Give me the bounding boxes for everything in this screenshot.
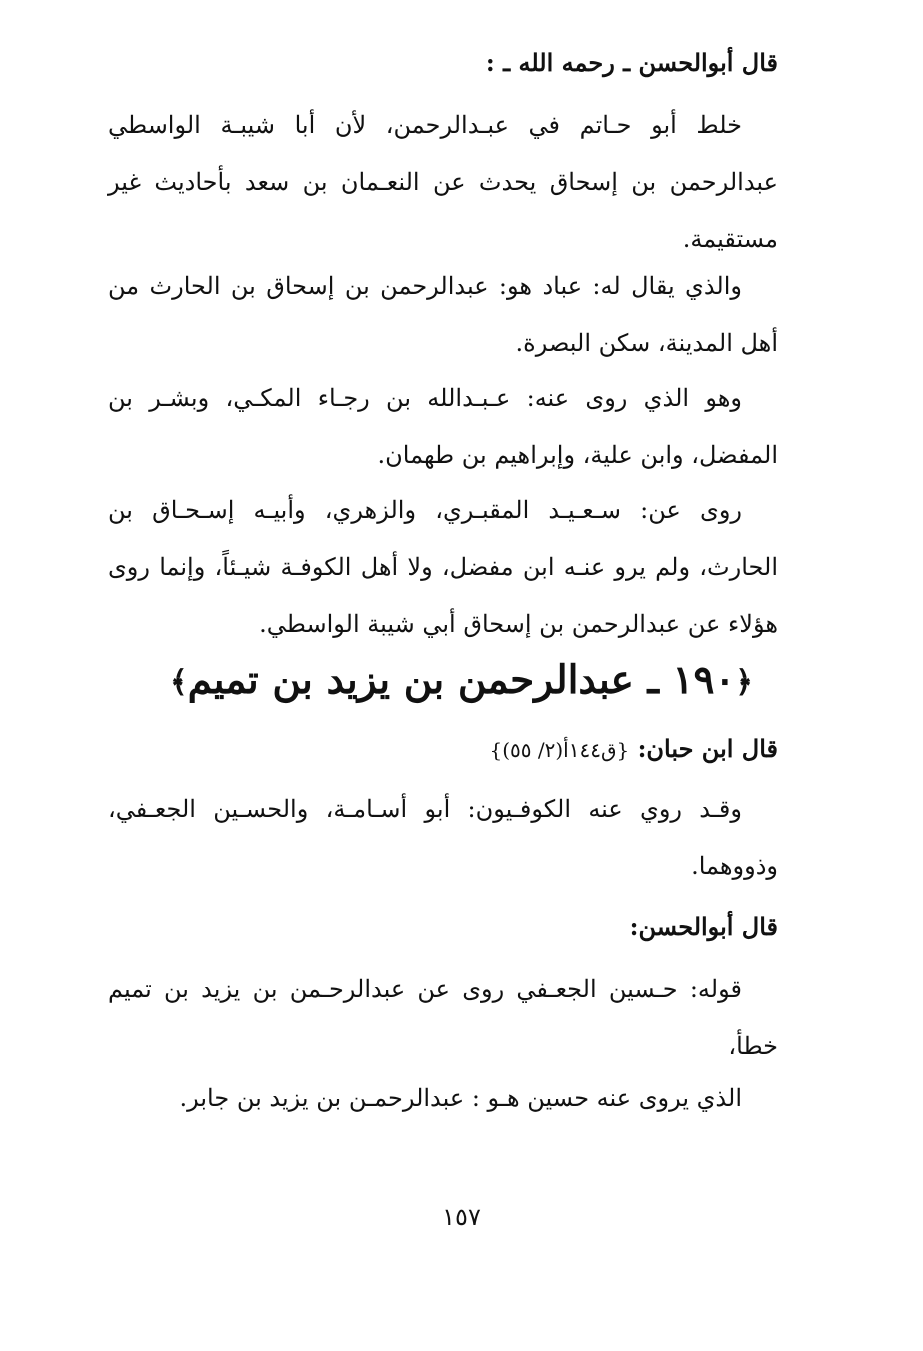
comment-paragraph-1-text: قوله: حـسين الجعـفي روى عن عبدالرحـمن بن يزيد بن تميم خطأ، xyxy=(108,975,778,1060)
comment-paragraph-1 xyxy=(108,961,778,1075)
right-ornament: ﴾ xyxy=(170,665,188,700)
paragraph-3 xyxy=(108,370,778,484)
quote-paragraph-text: وقـد روي عنه الكوفـيون: أبو أسـامـة، والحسـين الجعـفي، وذووهما. xyxy=(108,795,778,880)
quote-paragraph xyxy=(108,781,778,895)
manuscript-reference: {ق١٤٤أ(٢/ ٥٥)} xyxy=(489,738,630,762)
page-number: ١٥٧ xyxy=(442,1203,481,1231)
paragraph-3-text: وهو الذي روى عنه: عـبـدالله بن رجـاء المكـي، وبشـر بن المفضل، وابن علية، وإبراهيم بن طهمان. xyxy=(108,384,778,469)
comment-label: قال أبوالحسن: xyxy=(629,912,778,941)
entry-heading xyxy=(0,650,923,713)
paragraph-1-text: خلط أبو حـاتم في عبـدالرحمن، لأن أبا شيبـة الواسطي عبدالرحمن بن إسحاق يحدث عن النعـمان بن سعد بأحاديث غير مستقيمة. xyxy=(108,111,778,253)
comment-paragraph-2-text: الذي يروى عنه حسين هـو : عبدالرحمـن بن يزيد بن جابر. xyxy=(179,1084,742,1112)
entry-title: ١٩٠ ـ عبدالرحمن بن يزيد بن تميم xyxy=(187,657,736,703)
left-ornament: ﴿ xyxy=(735,665,753,700)
paragraph-4-text: روى عن: سـعـيـد المقبـري، والزهري، وأبيـه إسـحـاق بن الحارث، ولم يرو عنـه ابن مفضل، ولا أهل الكوفـة شيـئاً، وإنما روى هؤلاء عن عبدالرحمن بن إسحاق أبي شيبة الواسطي. xyxy=(108,496,778,638)
paragraph-1 xyxy=(108,97,778,268)
paragraph-2 xyxy=(108,258,778,372)
quote-label: قال ابن حبان: xyxy=(637,734,778,763)
paragraph-2-text: والذي يقال له: عباد هو: عبدالرحمن بن إسحاق بن الحارث من أهل المدينة، سكن البصرة. xyxy=(108,272,778,357)
comment-paragraph-2 xyxy=(108,1070,778,1127)
section-label: قال أبوالحسن ـ رحمه الله ـ : xyxy=(485,48,778,77)
quote-label-line xyxy=(489,732,778,767)
paragraph-4 xyxy=(108,482,778,653)
